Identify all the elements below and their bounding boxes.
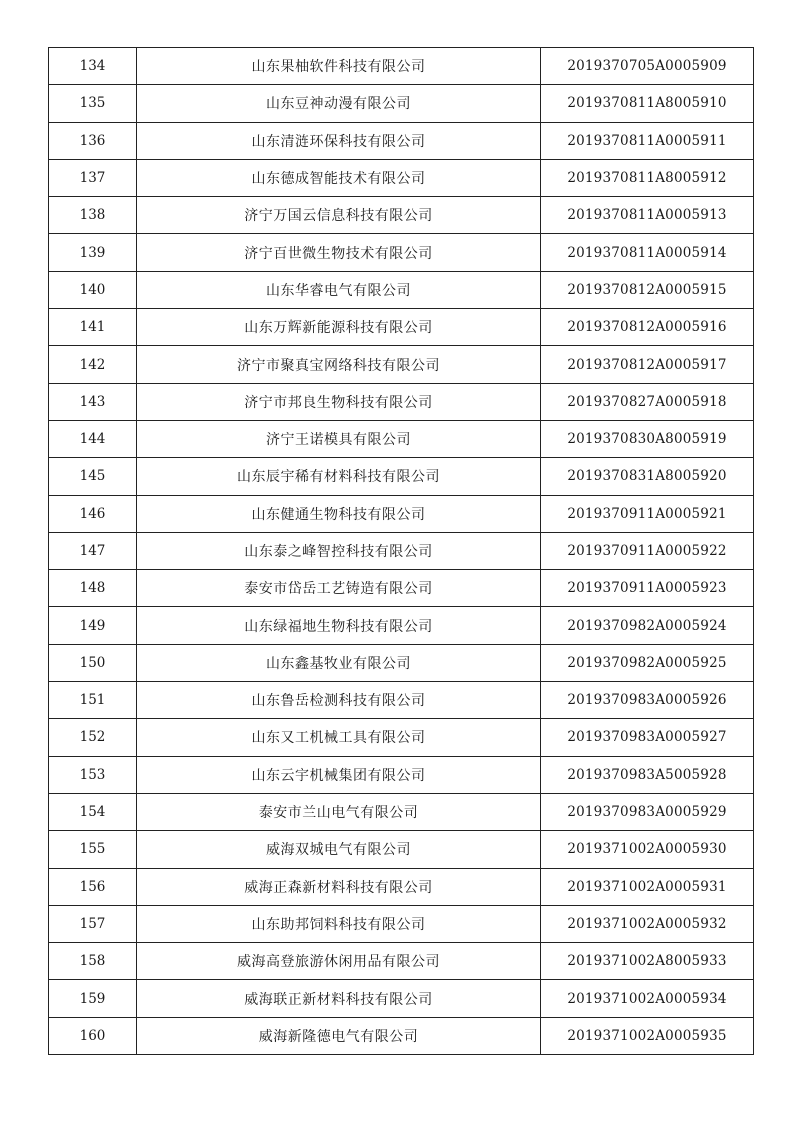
company-name-cell: 威海高登旅游休闲用品有限公司 — [137, 943, 541, 980]
row-number-cell: 149 — [49, 607, 137, 644]
registration-code-cell: 2019371002A0005935 — [541, 1017, 754, 1054]
row-number-cell: 139 — [49, 234, 137, 271]
registration-code-cell: 2019371002A8005933 — [541, 943, 754, 980]
row-number-cell: 158 — [49, 943, 137, 980]
registration-code-cell: 2019370811A0005911 — [541, 122, 754, 159]
row-number-cell: 148 — [49, 570, 137, 607]
table-row — [49, 383, 754, 420]
row-number-cell: 156 — [49, 868, 137, 905]
row-number-cell: 146 — [49, 495, 137, 532]
table-row — [49, 905, 754, 942]
row-number-cell: 160 — [49, 1017, 137, 1054]
row-number-cell: 143 — [49, 383, 137, 420]
company-name-cell: 泰安市岱岳工艺铸造有限公司 — [137, 570, 541, 607]
row-number-cell: 155 — [49, 831, 137, 868]
registration-code-cell: 2019370811A8005910 — [541, 85, 754, 122]
table-row — [49, 756, 754, 793]
table-body — [49, 48, 754, 1055]
registration-code-cell: 2019370811A8005912 — [541, 159, 754, 196]
company-name-cell: 山东德成智能技术有限公司 — [137, 159, 541, 196]
table-row — [49, 793, 754, 830]
registration-code-cell: 2019371002A0005931 — [541, 868, 754, 905]
company-name-cell: 济宁百世微生物技术有限公司 — [137, 234, 541, 271]
table-row — [49, 682, 754, 719]
company-name-cell: 济宁市聚真宝网络科技有限公司 — [137, 346, 541, 383]
registration-code-cell: 2019371002A0005934 — [541, 980, 754, 1017]
company-name-cell: 山东鑫基牧业有限公司 — [137, 644, 541, 681]
table-row — [49, 607, 754, 644]
row-number-cell: 135 — [49, 85, 137, 122]
company-name-cell: 威海双城电气有限公司 — [137, 831, 541, 868]
company-name-cell: 山东辰宇稀有材料科技有限公司 — [137, 458, 541, 495]
table-row — [49, 495, 754, 532]
row-number-cell: 140 — [49, 271, 137, 308]
registration-code-cell: 2019370705A0005909 — [541, 48, 754, 85]
table-row — [49, 85, 754, 122]
registration-code-cell: 2019370811A0005914 — [541, 234, 754, 271]
table-row — [49, 1017, 754, 1054]
registration-code-cell: 2019371002A0005930 — [541, 831, 754, 868]
company-name-cell: 山东鲁岳检测科技有限公司 — [137, 682, 541, 719]
company-list-table-container — [48, 47, 753, 1055]
company-name-cell: 威海联正新材料科技有限公司 — [137, 980, 541, 1017]
company-name-cell: 山东助邦饲料科技有限公司 — [137, 905, 541, 942]
company-name-cell: 泰安市兰山电气有限公司 — [137, 793, 541, 830]
table-row — [49, 234, 754, 271]
registration-code-cell: 2019370911A0005923 — [541, 570, 754, 607]
registration-code-cell: 2019370983A0005927 — [541, 719, 754, 756]
registration-code-cell: 2019370911A0005922 — [541, 532, 754, 569]
registration-code-cell: 2019371002A0005932 — [541, 905, 754, 942]
row-number-cell: 144 — [49, 420, 137, 457]
company-name-cell: 山东云宇机械集团有限公司 — [137, 756, 541, 793]
registration-code-cell: 2019370812A0005915 — [541, 271, 754, 308]
company-name-cell: 山东健通生物科技有限公司 — [137, 495, 541, 532]
row-number-cell: 153 — [49, 756, 137, 793]
table-row — [49, 868, 754, 905]
registration-code-cell: 2019370983A0005929 — [541, 793, 754, 830]
registration-code-cell: 2019370831A8005920 — [541, 458, 754, 495]
row-number-cell: 157 — [49, 905, 137, 942]
table-row — [49, 458, 754, 495]
row-number-cell: 137 — [49, 159, 137, 196]
registration-code-cell: 2019370812A0005917 — [541, 346, 754, 383]
company-name-cell: 山东又工机械工具有限公司 — [137, 719, 541, 756]
table-row — [49, 309, 754, 346]
table-row — [49, 980, 754, 1017]
company-name-cell: 威海新隆德电气有限公司 — [137, 1017, 541, 1054]
row-number-cell: 141 — [49, 309, 137, 346]
row-number-cell: 152 — [49, 719, 137, 756]
table-row — [49, 943, 754, 980]
registration-code-cell: 2019370982A0005924 — [541, 607, 754, 644]
registration-code-cell: 2019370827A0005918 — [541, 383, 754, 420]
company-name-cell: 山东万辉新能源科技有限公司 — [137, 309, 541, 346]
registration-code-cell: 2019370982A0005925 — [541, 644, 754, 681]
company-name-cell: 山东果柚软件科技有限公司 — [137, 48, 541, 85]
row-number-cell: 142 — [49, 346, 137, 383]
company-name-cell: 山东清涟环保科技有限公司 — [137, 122, 541, 159]
company-name-cell: 山东泰之峰智控科技有限公司 — [137, 532, 541, 569]
table-row — [49, 420, 754, 457]
table-row — [49, 719, 754, 756]
registration-code-cell: 2019370811A0005913 — [541, 197, 754, 234]
row-number-cell: 159 — [49, 980, 137, 1017]
table-row — [49, 644, 754, 681]
table-row — [49, 197, 754, 234]
company-name-cell: 济宁万国云信息科技有限公司 — [137, 197, 541, 234]
row-number-cell: 150 — [49, 644, 137, 681]
table-row — [49, 346, 754, 383]
row-number-cell: 134 — [49, 48, 137, 85]
table-row — [49, 570, 754, 607]
table-row — [49, 48, 754, 85]
row-number-cell: 147 — [49, 532, 137, 569]
company-name-cell: 威海正森新材料科技有限公司 — [137, 868, 541, 905]
table-row — [49, 159, 754, 196]
row-number-cell: 145 — [49, 458, 137, 495]
table-row — [49, 831, 754, 868]
company-name-cell: 济宁市邦良生物科技有限公司 — [137, 383, 541, 420]
company-name-cell: 山东华睿电气有限公司 — [137, 271, 541, 308]
registration-code-cell: 2019370983A0005926 — [541, 682, 754, 719]
company-name-cell: 济宁王诺模具有限公司 — [137, 420, 541, 457]
table-row — [49, 122, 754, 159]
registration-code-cell: 2019370812A0005916 — [541, 309, 754, 346]
row-number-cell: 138 — [49, 197, 137, 234]
row-number-cell: 151 — [49, 682, 137, 719]
table-row — [49, 271, 754, 308]
registration-code-cell: 2019370830A8005919 — [541, 420, 754, 457]
company-name-cell: 山东豆神动漫有限公司 — [137, 85, 541, 122]
table-row — [49, 532, 754, 569]
row-number-cell: 136 — [49, 122, 137, 159]
company-list-table — [48, 47, 754, 1055]
registration-code-cell: 2019370911A0005921 — [541, 495, 754, 532]
row-number-cell: 154 — [49, 793, 137, 830]
company-name-cell: 山东绿福地生物科技有限公司 — [137, 607, 541, 644]
registration-code-cell: 2019370983A5005928 — [541, 756, 754, 793]
